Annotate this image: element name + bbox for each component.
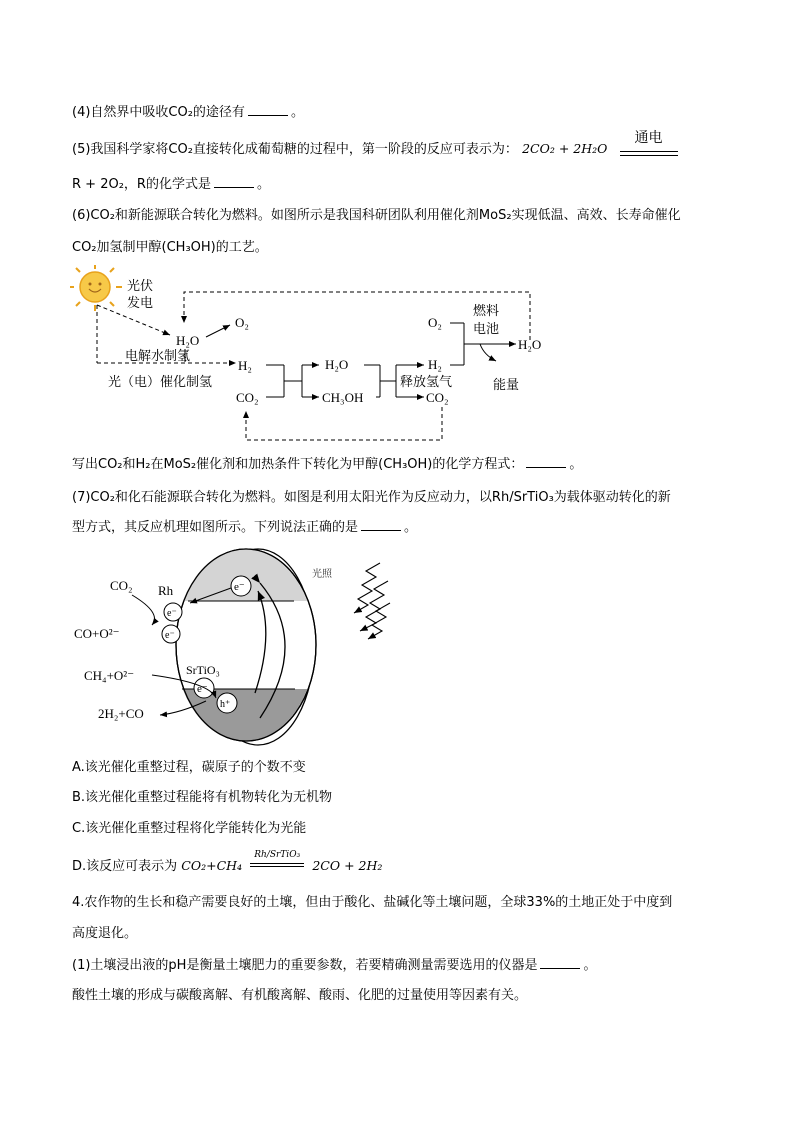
answer-blank[interactable] xyxy=(248,103,288,116)
q4b-line2: 高度退化。 xyxy=(72,926,138,941)
light-ray-icon xyxy=(354,563,390,639)
option-d-left: CO₂+CH₄ xyxy=(181,858,243,873)
q4b-note: 酸性土壤的形成与碳酸离解、有机酸离解、酸雨、化肥的过量使用等因素有关。 xyxy=(72,988,528,1003)
question-4 xyxy=(72,103,304,123)
methanol-label: CH₃OH xyxy=(322,390,364,405)
hole-label: h⁺ xyxy=(220,699,231,710)
srtio3-label: SrTiO₃ xyxy=(186,663,220,677)
period: 。 xyxy=(256,177,270,192)
q7-line2-wrap xyxy=(72,518,417,538)
h2-release-label: H₂ xyxy=(428,357,442,372)
co2-label: CO₂ xyxy=(236,390,259,405)
ch4-o2-reactant: CH₄+O²⁻ xyxy=(84,668,135,683)
option-c[interactable]: C.该光催化重整过程将化学能转化为光能 xyxy=(72,821,307,836)
o2-label: O₂ xyxy=(235,315,249,330)
electron-bottom: e⁻ xyxy=(197,683,208,695)
co2-release-label: CO₂ xyxy=(426,390,449,405)
option-d-right: 2CO + 2H₂ xyxy=(312,858,383,873)
h2-label: H₂ xyxy=(238,358,252,373)
q4b-sub1 xyxy=(72,956,596,976)
h2o-product-label: H₂O xyxy=(325,357,349,372)
photocatalysis-diagram xyxy=(70,543,420,748)
h2o-label: H₂O xyxy=(176,333,200,348)
q7-line2: 型方式，其反应机理如图所示。下列说法正确的是 xyxy=(72,520,359,535)
answer-blank[interactable] xyxy=(214,175,254,188)
question-5 xyxy=(72,130,678,160)
option-a[interactable]: A.该光催化重整过程，碳原子的个数不变 xyxy=(72,760,306,775)
sun-icon xyxy=(70,265,122,311)
pv-label-2: 发电 xyxy=(127,296,154,311)
q5-eq-left: 2CO₂ + 2H₂O xyxy=(522,141,608,156)
q4-text: (4)自然界中吸收CO₂的途径有 xyxy=(72,105,245,120)
answer-blank[interactable] xyxy=(540,956,580,969)
period: 。 xyxy=(583,958,597,973)
fuel-cell-label-2: 电池 xyxy=(473,322,500,337)
q5-condition xyxy=(620,130,678,160)
water-output-label: H₂O xyxy=(518,337,542,352)
pv-label-1: 光伏 xyxy=(127,279,154,294)
h2-co-product: 2H₂+CO xyxy=(98,706,144,721)
period: 。 xyxy=(290,105,304,120)
q4b-sub1-text: (1)土壤浸出液的pH是衡量土壤肥力的重要参数，若要精确测量需要选用的仪器是 xyxy=(72,958,538,973)
co-o2-product: CO+O²⁻ xyxy=(74,626,120,641)
photocatalysis-label: 光（电）催化制氢 xyxy=(108,375,213,390)
option-d-text: D.该反应可表示为 xyxy=(72,859,178,874)
co2-reactant: CO₂ xyxy=(110,578,133,593)
methanol-process-diagram xyxy=(70,265,560,445)
q6-question xyxy=(72,455,582,475)
q5-intro: (5)我国科学家将CO₂直接转化成葡萄糖的过程中，第一阶段的反应可表示为： xyxy=(72,142,518,157)
electron-rh-2: e⁻ xyxy=(165,630,175,641)
q6-line2: CO₂加氢制甲醇(CH₃OH)的工艺。 xyxy=(72,240,268,255)
period: 。 xyxy=(404,520,418,535)
release-h2-label: 释放氢气 xyxy=(400,375,453,390)
option-d-condition-text: Rh/SrTiO₃ xyxy=(254,850,301,860)
o2-fuel-label: O₂ xyxy=(428,315,442,330)
option-b[interactable]: B.该光催化重整过程能将有机物转化为无机物 xyxy=(72,790,333,805)
electron-top: e⁻ xyxy=(234,581,245,593)
question-5-cont xyxy=(72,175,270,195)
q6-line1: (6)CO₂和新能源联合转化为燃料。如图所示是我国科研团队利用催化剂MoS₂实现低温、高效、长寿命催化 xyxy=(72,208,681,223)
light-label: 光照 xyxy=(312,569,332,580)
q5-eq-right: R + 2O₂，R的化学式是 xyxy=(72,177,211,192)
electrolysis-label: 电解水制氢 xyxy=(125,349,191,364)
option-d[interactable] xyxy=(72,850,383,877)
electron-rh-1: e⁻ xyxy=(167,608,177,619)
period: 。 xyxy=(569,457,583,472)
rh-label: Rh xyxy=(158,583,174,598)
q4b-line1: 4.农作物的生长和稳产需要良好的土壤，但由于酸化、盐碱化等土壤问题，全球33%的土地正处于中度到 xyxy=(72,895,673,910)
fuel-cell-label-1: 燃料 xyxy=(473,304,500,319)
q6-question-text: 写出CO₂和H₂在MoS₂催化剂和加热条件下转化为甲醇(CH₃OH)的化学方程式： xyxy=(72,457,524,472)
q7-line1: (7)CO₂和化石能源联合转化为燃料。如图是利用太阳光作为反应动力，以Rh/SrTiO₃为载体驱动转化的新 xyxy=(72,490,671,505)
option-d-condition xyxy=(250,850,304,877)
answer-blank[interactable] xyxy=(361,518,401,531)
answer-blank[interactable] xyxy=(526,455,566,468)
q5-condition-text: 通电 xyxy=(634,130,663,146)
energy-label: 能量 xyxy=(493,378,520,393)
